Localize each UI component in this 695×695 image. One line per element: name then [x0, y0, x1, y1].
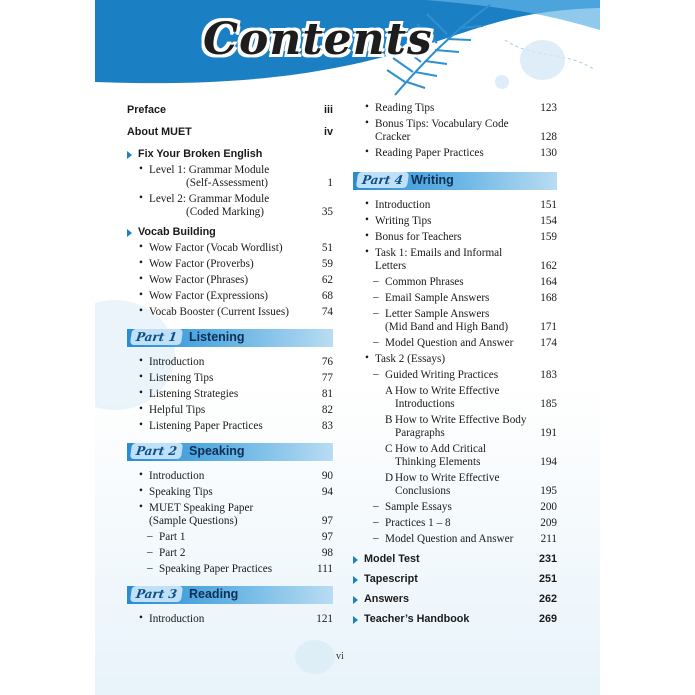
entry-title-cont: (Self-Assessment): [186, 176, 269, 189]
entry-page: 94: [321, 485, 333, 498]
entry-page: 35: [321, 205, 333, 218]
entry-letter: B: [385, 413, 393, 426]
toc-entry[interactable]: [353, 351, 557, 367]
entry-title: Guided Writing Practices: [385, 368, 499, 381]
entry-title: Fix Your Broken English: [138, 147, 263, 160]
toc-entry[interactable]: [127, 402, 333, 418]
toc-entry[interactable]: [127, 561, 333, 577]
entry-page: 123: [540, 101, 557, 114]
entry-title: Introduction: [149, 355, 205, 368]
entry-title: How to Write Effective: [395, 471, 500, 484]
toc-entry[interactable]: [353, 412, 557, 441]
toc-entry[interactable]: [353, 274, 557, 290]
entry-title-cont: Paragraphs: [395, 426, 445, 439]
entry-title-cont: Thinking Elements: [395, 455, 481, 468]
entry-page: 164: [540, 275, 557, 288]
entry-page: 200: [540, 500, 557, 513]
toc-entry[interactable]: [127, 272, 333, 288]
part-title: Listening: [189, 330, 245, 344]
entry-title: Level 2: Grammar Module: [149, 192, 270, 205]
entry-title: Level 1: Grammar Module: [149, 163, 270, 176]
entry-page: 128: [540, 130, 557, 143]
toc-section[interactable]: [127, 102, 333, 118]
entry-title: About MUET: [127, 125, 192, 138]
entry-title: How to Write Effective Body: [395, 413, 527, 426]
toc-entry[interactable]: [353, 499, 557, 515]
toc-entry[interactable]: [353, 515, 557, 531]
entry-title: Common Phrases: [385, 275, 464, 288]
entry-page: 76: [321, 355, 333, 368]
entry-page: 183: [540, 368, 557, 381]
entry-title: Model Test: [364, 552, 420, 565]
entry-title: Listening Strategies: [149, 387, 239, 400]
entry-page: 98: [321, 546, 333, 559]
toc-section[interactable]: [127, 224, 333, 240]
toc-entry[interactable]: [127, 240, 333, 256]
entry-title: Teacher’s Handbook: [364, 612, 470, 625]
toc-entry[interactable]: [353, 470, 557, 499]
entry-title: Writing Tips: [375, 214, 432, 227]
entry-page: 83: [321, 419, 333, 432]
entry-title: Helpful Tips: [149, 403, 206, 416]
entry-page: 159: [540, 230, 557, 243]
entry-title: Reading Tips: [375, 101, 435, 114]
entry-title: Email Sample Answers: [385, 291, 490, 304]
toc-entry[interactable]: [127, 529, 333, 545]
part-title: Reading: [189, 587, 239, 601]
toc-entry[interactable]: [353, 441, 557, 470]
toc-section[interactable]: [127, 146, 333, 162]
toc-entry[interactable]: [353, 197, 557, 213]
toc-entry[interactable]: [353, 306, 557, 335]
toc-section[interactable]: [353, 571, 557, 587]
entry-page: 154: [540, 214, 557, 227]
entry-page: 130: [540, 146, 557, 159]
toc-entry[interactable]: [353, 229, 557, 245]
entry-title: Bonus for Teachers: [375, 230, 462, 243]
entry-page: 74: [321, 305, 333, 318]
toc-entry[interactable]: [127, 288, 333, 304]
toc-entry[interactable]: [353, 531, 557, 547]
toc-entry[interactable]: [353, 383, 557, 412]
toc-entry[interactable]: [127, 611, 333, 627]
entry-title: Model Question and Answer: [385, 532, 514, 545]
entry-title: Model Question and Answer: [385, 336, 514, 349]
entry-page: 62: [321, 273, 333, 286]
entry-title: Listening Paper Practices: [149, 419, 263, 432]
entry-title: How to Write Effective: [395, 384, 500, 397]
entry-page: 209: [540, 516, 557, 529]
entry-page: 168: [540, 291, 557, 304]
entry-page: 81: [321, 387, 333, 400]
part-badge: Part 3: [130, 586, 183, 602]
toc-entry[interactable]: [127, 545, 333, 561]
entry-title-cont: (Mid Band and High Band): [385, 320, 509, 333]
entry-page: 59: [321, 257, 333, 270]
entry-letter: D: [385, 471, 394, 484]
toc-entry[interactable]: [127, 468, 333, 484]
entry-letter: A: [385, 384, 394, 397]
entry-page: 174: [540, 336, 557, 349]
entry-title: Reading Paper Practices: [375, 146, 484, 159]
toc-entry[interactable]: [127, 162, 333, 191]
entry-page: 269: [538, 612, 557, 625]
decor-blob: [495, 75, 509, 89]
toc-section[interactable]: [353, 591, 557, 607]
toc-column-right: [353, 100, 557, 627]
toc-entry[interactable]: [353, 245, 557, 274]
entry-page: 251: [538, 572, 557, 585]
part-heading: [127, 443, 333, 461]
toc-entry[interactable]: [353, 335, 557, 351]
entry-title-cont: Cracker: [375, 130, 411, 143]
part-badge: Part 1: [130, 329, 183, 345]
entry-title: Tapescript: [364, 572, 418, 585]
entry-page: 231: [538, 552, 557, 565]
decor-blob: [295, 640, 335, 674]
entry-title: Vocab Building: [138, 225, 216, 238]
entry-page: 1: [327, 176, 333, 189]
entry-title: Introduction: [375, 198, 431, 211]
entry-title: Answers: [364, 592, 410, 605]
entry-title: MUET Speaking Paper: [149, 501, 254, 514]
entry-title-cont: Introductions: [395, 397, 455, 410]
entry-title: Preface: [127, 103, 167, 116]
entry-title: Letter Sample Answers: [385, 307, 490, 320]
entry-title: Listening Tips: [149, 371, 214, 384]
part-heading: [127, 586, 333, 604]
entry-title: How to Add Critical: [395, 442, 487, 455]
page-number: vi: [336, 651, 344, 662]
page-title: Contents: [203, 14, 433, 65]
entry-letter: C: [385, 442, 393, 455]
entry-title: Part 1: [159, 530, 186, 543]
entry-page: 97: [321, 514, 333, 527]
entry-title: Wow Factor (Phrases): [149, 273, 249, 286]
entry-page: iv: [323, 125, 333, 138]
entry-title: Sample Essays: [385, 500, 452, 513]
toc-entry[interactable]: [127, 500, 333, 529]
entry-page: 162: [540, 259, 557, 272]
entry-page: 90: [321, 469, 333, 482]
toc-entry[interactable]: [353, 367, 557, 383]
toc-entry[interactable]: [127, 386, 333, 402]
toc-entry[interactable]: [127, 484, 333, 500]
entry-title: Wow Factor (Vocab Wordlist): [149, 241, 283, 254]
entry-page: 68: [321, 289, 333, 302]
entry-title: Introduction: [149, 469, 205, 482]
entry-title: Speaking Paper Practices: [159, 562, 273, 575]
entry-page: 171: [540, 320, 557, 333]
entry-title-cont: (Sample Questions): [149, 514, 238, 527]
part-title: Writing: [411, 173, 454, 187]
toc-entry[interactable]: [353, 290, 557, 306]
entry-page: iii: [324, 103, 333, 116]
entry-title: Wow Factor (Proverbs): [149, 257, 254, 270]
toc-entry[interactable]: [127, 370, 333, 386]
entry-title: Wow Factor (Expressions): [149, 289, 269, 302]
entry-page: 97: [321, 530, 333, 543]
toc-entry[interactable]: [353, 145, 557, 161]
toc-entry[interactable]: [353, 213, 557, 229]
entry-page: 194: [540, 455, 557, 468]
entry-page: 185: [540, 397, 557, 410]
decor-blob: [520, 40, 565, 80]
toc-section[interactable]: [353, 551, 557, 567]
part-heading: [127, 329, 333, 347]
entry-page: 191: [540, 426, 557, 439]
entry-page: 211: [540, 532, 557, 545]
toc-entry[interactable]: [127, 191, 333, 220]
entry-page: 82: [321, 403, 333, 416]
entry-title: Task 1: Emails and Informal Letters: [375, 246, 503, 272]
toc-entry[interactable]: [353, 100, 557, 116]
toc-entry[interactable]: [127, 256, 333, 272]
entry-page: 111: [317, 562, 333, 575]
entry-page: 262: [538, 592, 557, 605]
entry-title-cont: (Coded Marking): [186, 205, 264, 218]
entry-title: Speaking Tips: [149, 485, 213, 498]
toc-section[interactable]: [353, 611, 557, 627]
part-badge: Part 4: [356, 172, 409, 188]
toc-column-left: [127, 100, 333, 627]
entry-page: 121: [316, 612, 333, 625]
entry-title-cont: Conclusions: [395, 484, 451, 497]
toc-entry[interactable]: [353, 116, 557, 145]
entry-title: Task 2 (Essays): [375, 352, 446, 365]
entry-page: 51: [321, 241, 333, 254]
part-heading: [353, 172, 557, 190]
entry-title: Introduction: [149, 612, 205, 625]
entry-page: 151: [540, 198, 557, 211]
entry-title: Bonus Tips: Vocabulary Code: [375, 117, 509, 130]
toc-section[interactable]: [127, 124, 333, 140]
entry-title: Part 2: [159, 546, 186, 559]
entry-page: 77: [321, 371, 333, 384]
entry-title: Practices 1 – 8: [385, 516, 451, 529]
book-page: [95, 0, 600, 695]
part-title: Speaking: [189, 444, 245, 458]
toc-entry[interactable]: [127, 354, 333, 370]
toc-entry[interactable]: [127, 418, 333, 434]
entry-title: Vocab Booster (Current Issues): [149, 305, 289, 318]
part-badge: Part 2: [130, 443, 183, 459]
entry-page: 195: [540, 484, 557, 497]
toc-entry[interactable]: [127, 304, 333, 320]
